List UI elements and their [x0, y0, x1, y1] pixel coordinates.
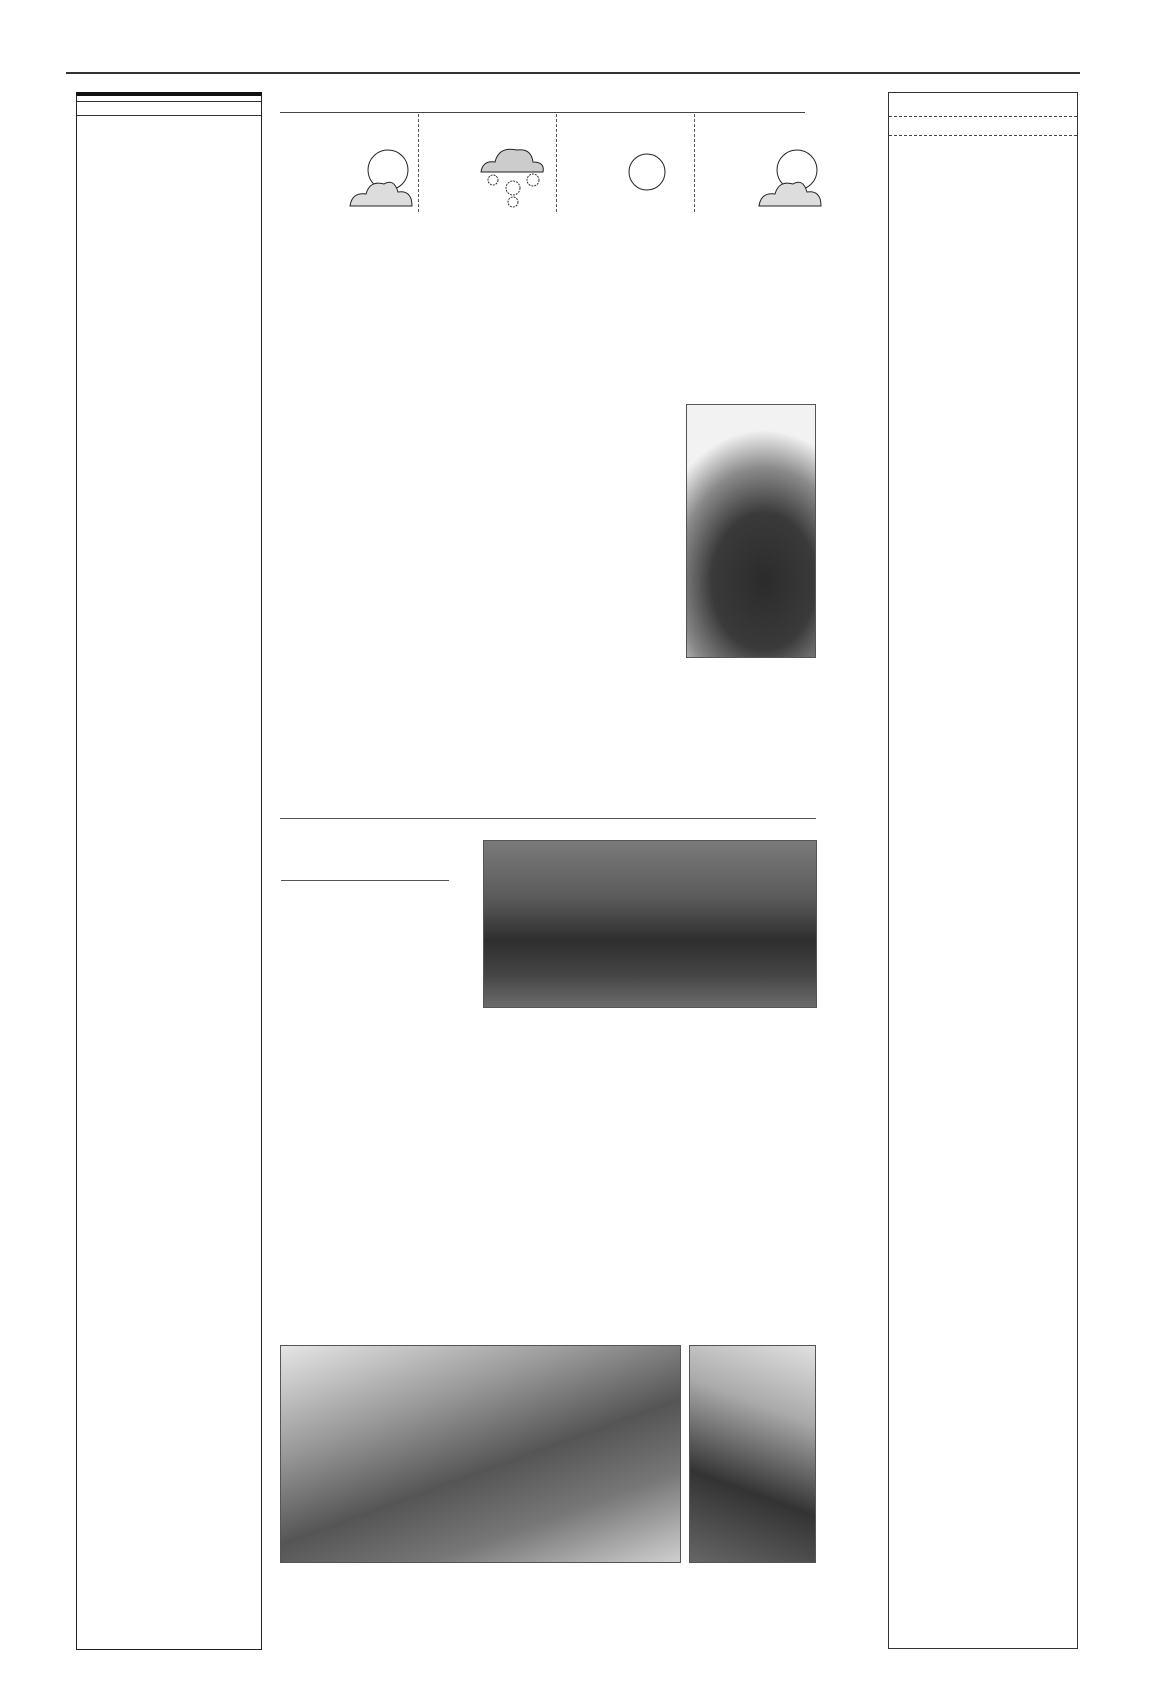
- masthead: [76, 92, 262, 1650]
- masthead-top-people: [77, 105, 261, 109]
- weather-day-saturday: [418, 114, 553, 212]
- weather-forecast: [280, 84, 805, 214]
- campus-events-sidebar: [888, 92, 1078, 1649]
- divider: [889, 135, 1077, 136]
- sun-icon: [627, 152, 667, 192]
- mostly-cloudy-icon: [753, 146, 825, 212]
- veterans-lounge-photo: [689, 1345, 816, 1563]
- snow-icon: [477, 142, 547, 212]
- weather-day-sunday: [556, 114, 691, 212]
- divider: [280, 112, 805, 113]
- divider: [889, 116, 1077, 117]
- weather-day-friday: [280, 114, 415, 212]
- divider: [281, 880, 449, 881]
- weather-day-monday: [694, 114, 829, 212]
- publication-notice: [77, 115, 261, 124]
- article-photo: [686, 404, 816, 658]
- divider: [280, 818, 816, 819]
- aca-photo: [483, 840, 817, 1008]
- page-header: [66, 46, 1080, 74]
- mostly-cloudy-icon: [344, 146, 416, 212]
- nisg-office-photo: [280, 1345, 681, 1563]
